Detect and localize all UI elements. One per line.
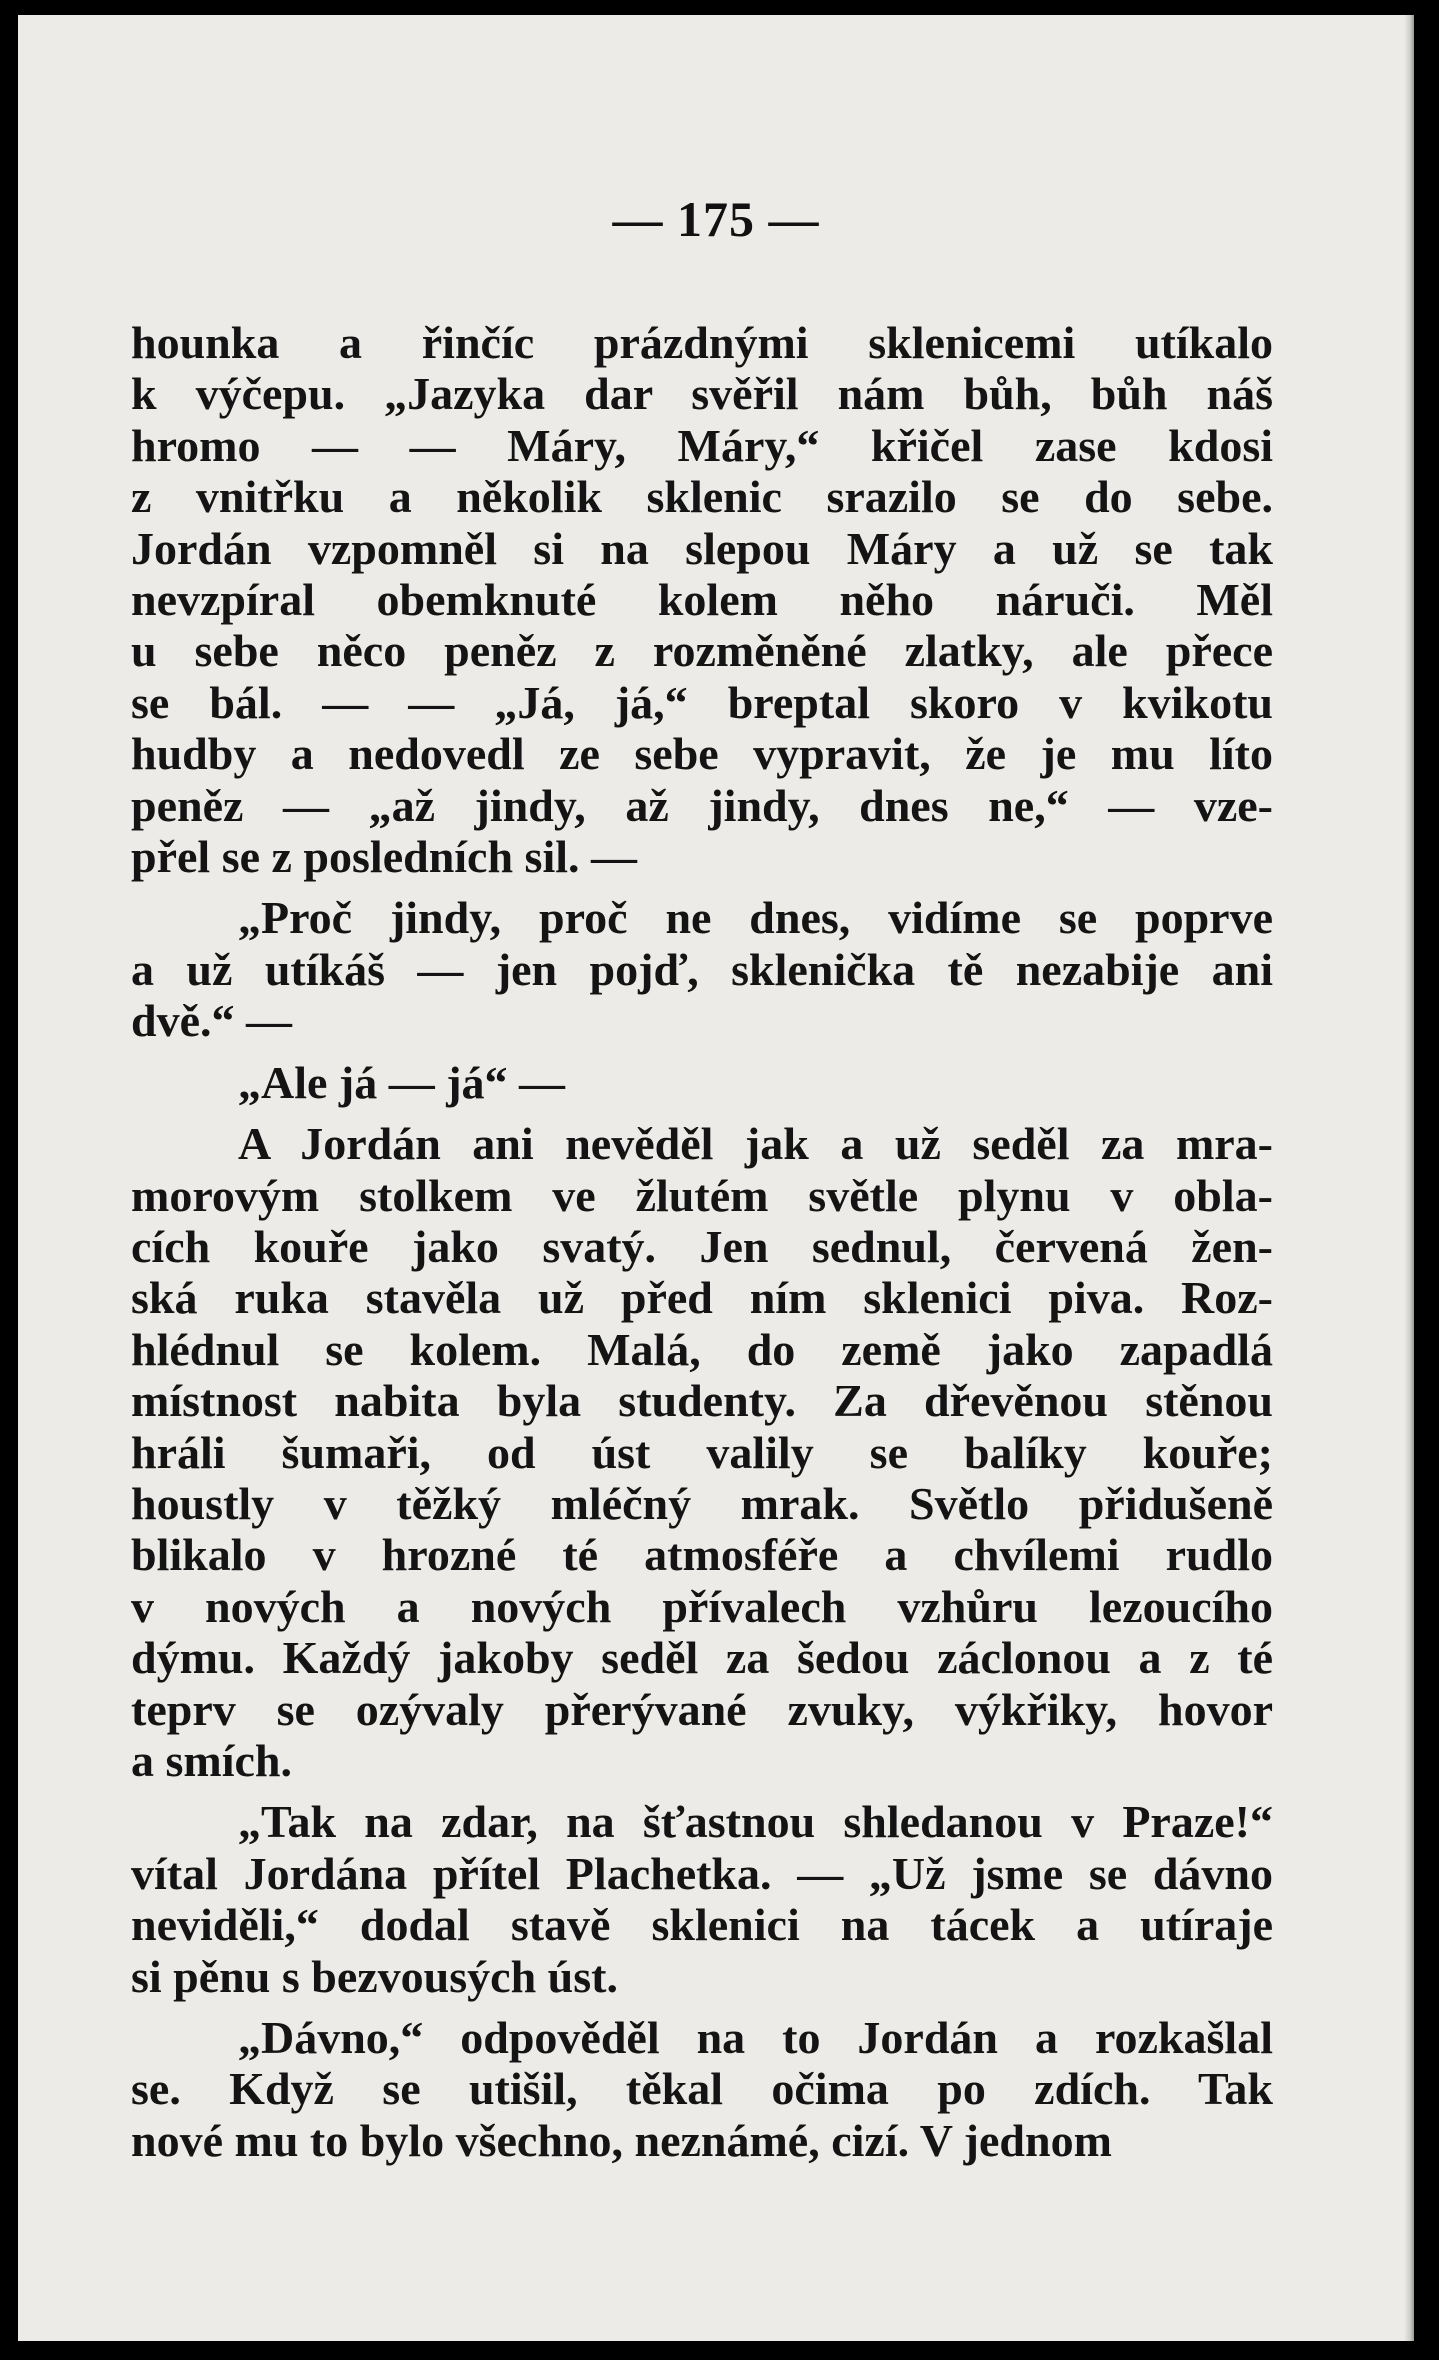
text-line: a už utíkáš — jen pojď, sklenička tě nezabije ani	[131, 943, 1273, 995]
text-line: hromo — — Máry, Máry,“ křičel zase kdosi	[131, 419, 1273, 471]
text-line: se. Když se utišil, těkal očima po zdích. Tak	[131, 2063, 1273, 2115]
paragraph	[131, 892, 1273, 1046]
text-line: vítal Jordána přítel Plachetka. — „Už jsme se dávno	[131, 1847, 1273, 1899]
text-line: morovým stolkem ve žlutém světle plynu v obla-	[131, 1169, 1273, 1221]
text-line: si pěnu s bezvousých úst.	[131, 1950, 618, 2002]
text-line: teprv se ozývaly přerývané zvuky, výkřiky, hovor	[131, 1683, 1273, 1735]
paragraph	[131, 2012, 1273, 2166]
text-line: nové mu to bylo všechno, neznámé, cizí. V jednom	[131, 2114, 1112, 2166]
text-line: neviděli,“ dodal stavě sklenici na tácek a utíraje	[131, 1899, 1273, 1951]
text-line: „Tak na zdar, na šťastnou shledanou v Praze!“	[238, 1796, 1273, 1848]
text-line: a smích.	[131, 1734, 292, 1786]
text-line: dvě.“ —	[131, 995, 292, 1047]
paragraph	[131, 1118, 1273, 1786]
page-number: — 175 —	[612, 191, 820, 247]
text-line: peněz — „až jindy, až jindy, dnes ne,“ — vze-	[131, 779, 1273, 831]
text-line: „Proč jindy, proč ne dnes, vidíme se poprve	[238, 892, 1273, 944]
text-line: místnost nabita byla studenty. Za dřevěnou stěnou	[131, 1375, 1273, 1427]
text-line: u sebe něco peněz z rozměněné zlatky, ale přece	[131, 625, 1273, 677]
text-line: „Dávno,“ odpověděl na to Jordán a rozkašlal	[238, 2012, 1273, 2063]
text-line: dýmu. Každý jakoby seděl za šedou záclonou a z té	[131, 1632, 1273, 1684]
text-line: ská ruka stavěla už před ním sklenici piva. Roz-	[131, 1272, 1273, 1324]
page-edge-shadow	[1404, 15, 1414, 2341]
text-line: nevzpíral obemknuté kolem něho náruči. Měl	[131, 574, 1273, 626]
text-line: „Ale já — já“ —	[238, 1056, 566, 1108]
text-line: A Jordán ani nevěděl jak a už seděl za mra-	[238, 1118, 1273, 1170]
text-line: Jordán vzpomněl si na slepou Máry a už se tak	[131, 522, 1273, 574]
text-line: hráli šumaři, od úst valily se balíky kouře;	[131, 1426, 1273, 1478]
text-line: v nových a nových přívalech vzhůru lezoucího	[131, 1580, 1273, 1632]
text-line: houstly v těžký mléčný mrak. Světlo přidušeně	[131, 1477, 1273, 1529]
text-line: z vnitřku a několik sklenic srazilo se do sebe.	[131, 471, 1273, 523]
text-line: cích kouře jako svatý. Jen sednul, červená žen-	[131, 1220, 1273, 1272]
text-line: blikalo v hrozné té atmosféře a chvílemi rudlo	[131, 1529, 1273, 1581]
paragraph	[131, 1057, 1273, 1108]
body-text	[131, 317, 1273, 2166]
paragraph	[131, 317, 1273, 882]
text-line: k výčepu. „Jazyka dar svěřil nám bůh, bůh náš	[131, 368, 1273, 420]
text-line: hudby a nedovedl ze sebe vypravit, že je mu líto	[131, 728, 1273, 780]
text-line: přel se z posledních sil. —	[131, 831, 638, 883]
text-line: hlédnul se kolem. Malá, do země jako zapadlá	[131, 1323, 1273, 1375]
paragraph	[131, 1796, 1273, 2002]
book-page	[18, 15, 1414, 2341]
text-line: se bál. — — „Já, já,“ breptal skoro v kvikotu	[131, 676, 1273, 728]
text-line: hounka a řinčíc prázdnými sklenicemi utíkalo	[131, 317, 1273, 368]
